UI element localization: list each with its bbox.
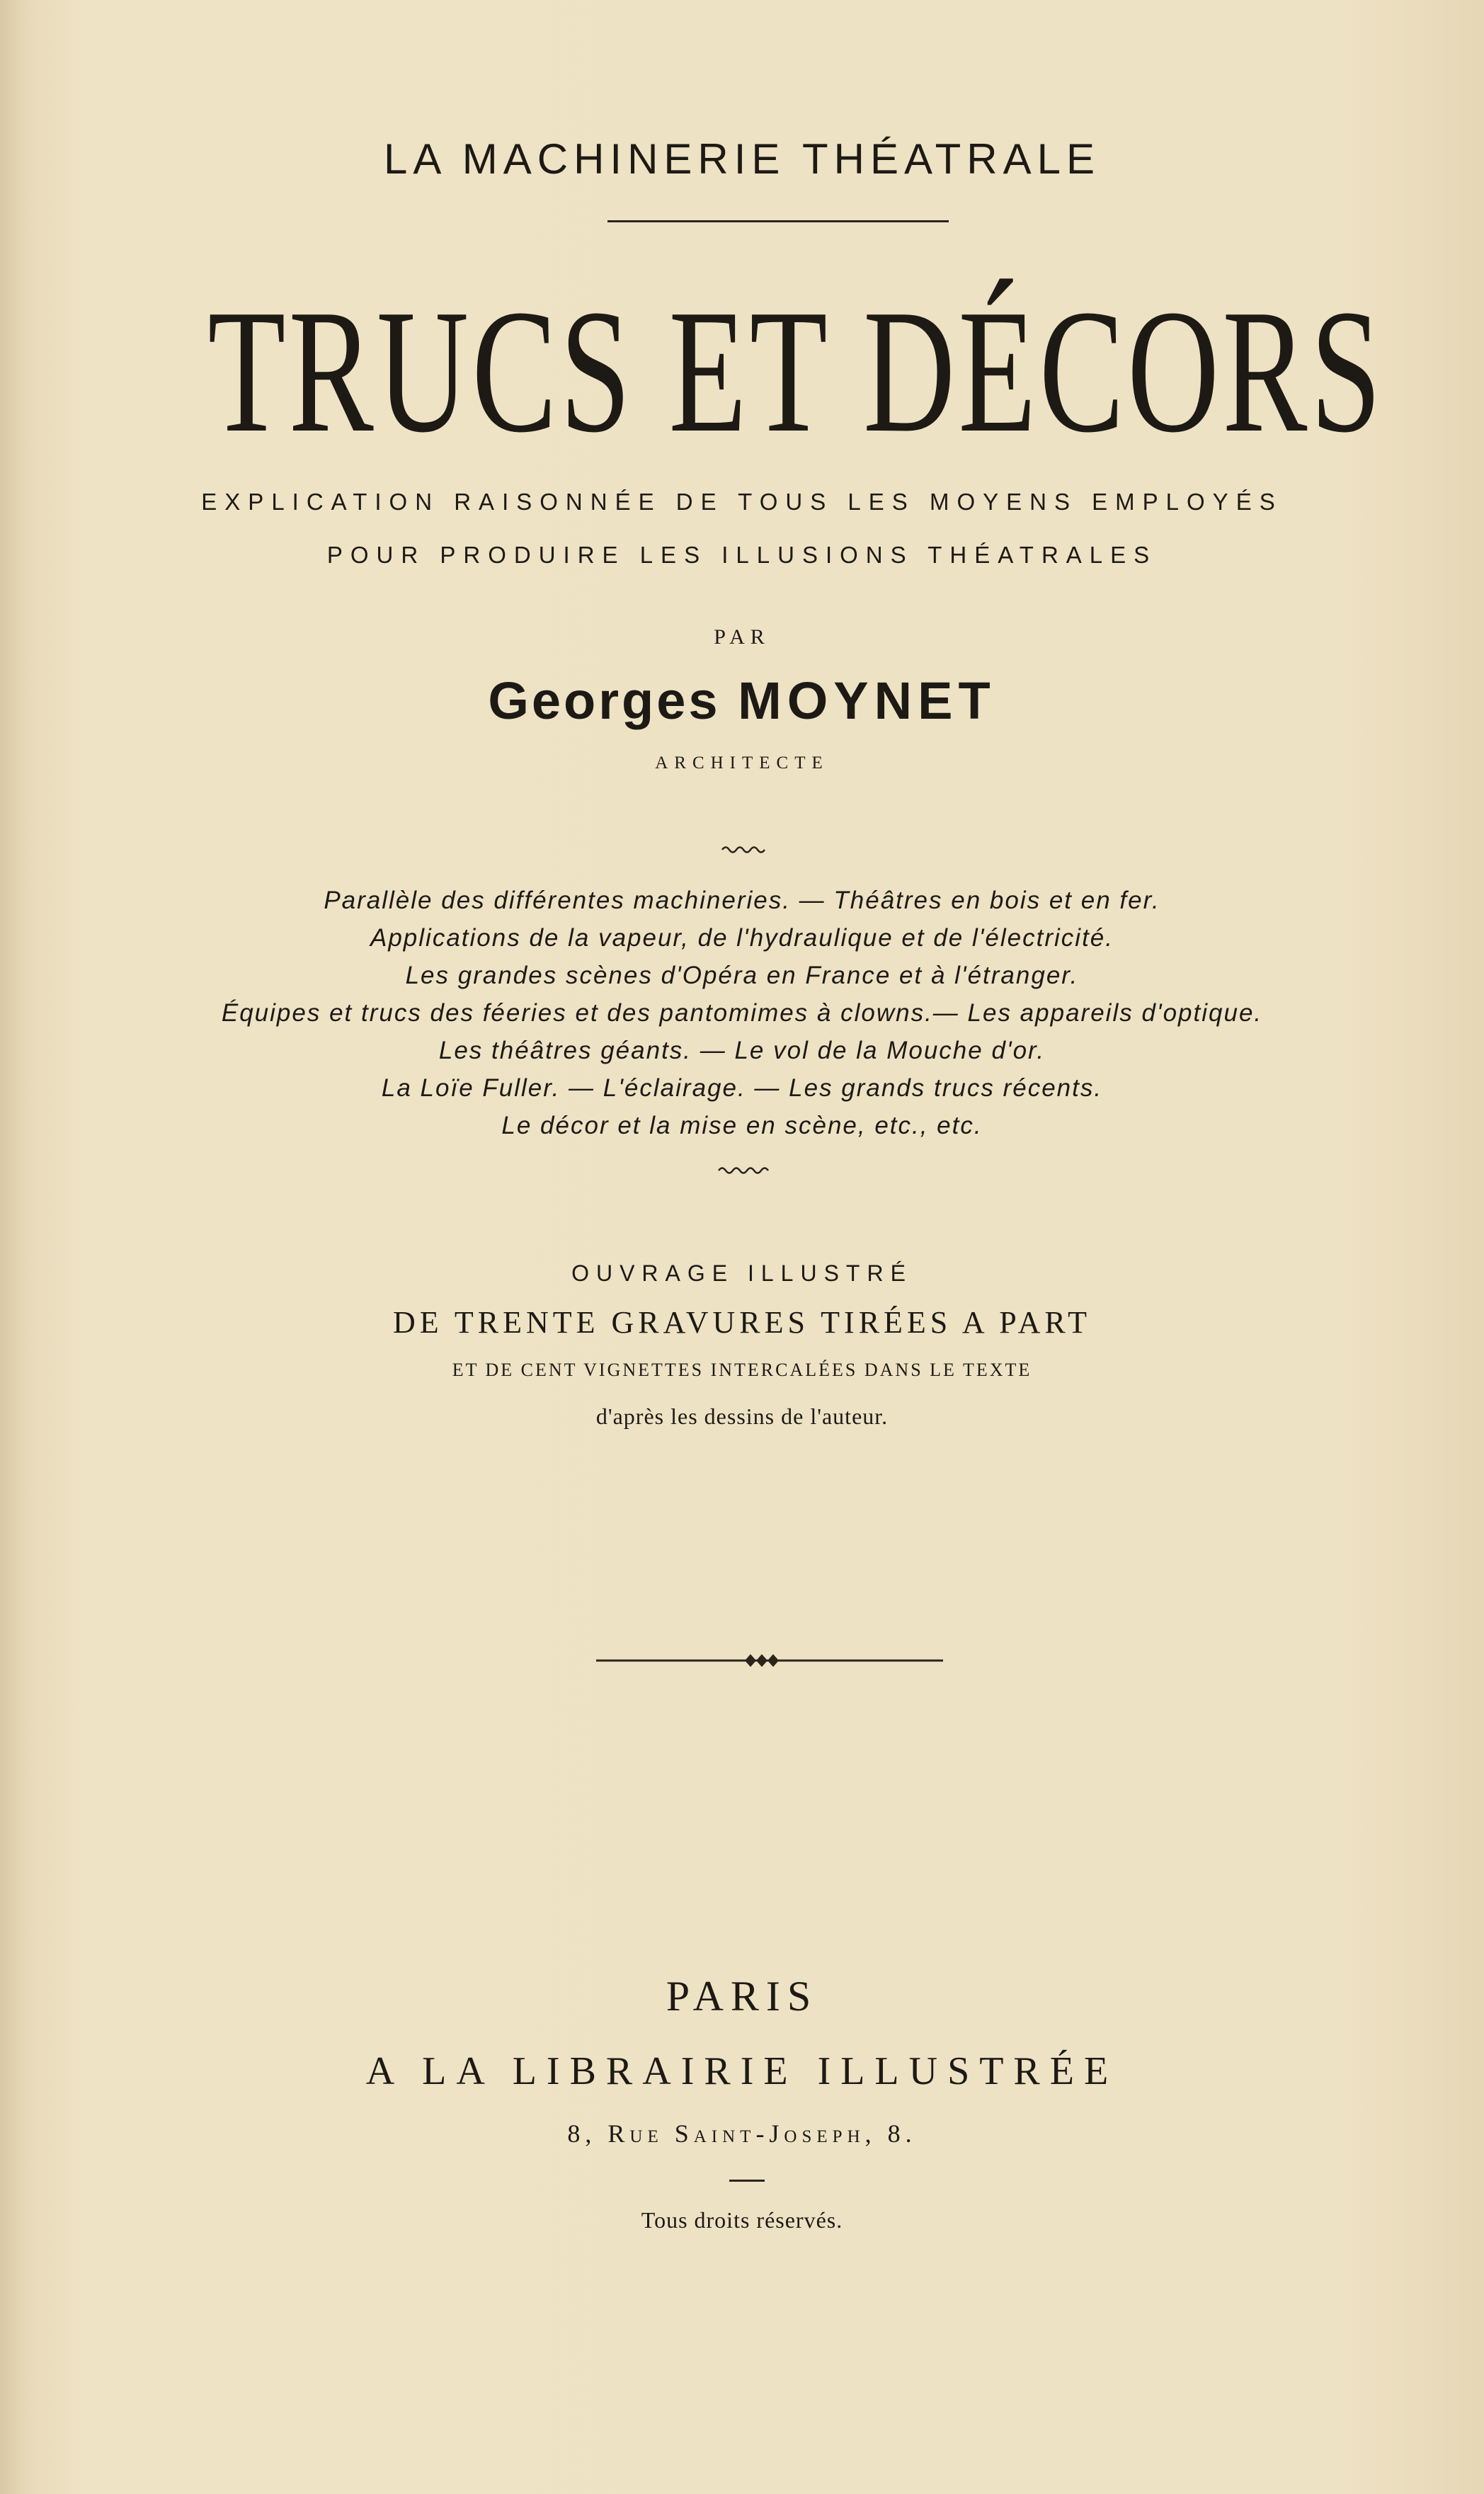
by-label: PAR bbox=[714, 625, 770, 649]
author-first-name: Georges bbox=[488, 671, 721, 730]
contents-line: Le décor et la mise en scène, etc., etc. bbox=[501, 1112, 983, 1139]
author-title: ARCHITECTE bbox=[655, 753, 829, 773]
contents-line: Applications de la vapeur, de l'hydraulique et de l'électricité. bbox=[370, 924, 1114, 952]
main-title: TRUCS ET DÉCORS bbox=[207, 273, 1385, 469]
author-last-name: MOYNET bbox=[738, 671, 996, 730]
top-rule bbox=[607, 220, 949, 222]
illustration-line-1: DE TRENTE GRAVURES TIRÉES A PART bbox=[393, 1305, 1091, 1340]
contents-line: Les grandes scènes d'Opéra en France et à l'étranger. bbox=[405, 962, 1079, 989]
series-title: LA MACHINERIE THÉATRALE bbox=[384, 135, 1100, 183]
wavy-ornament-bottom bbox=[0, 1165, 1484, 1176]
fleuron-divider bbox=[596, 1650, 950, 1671]
author-name bbox=[0, 671, 1484, 731]
bottom-rule bbox=[729, 2180, 765, 2182]
contents-list bbox=[0, 882, 1484, 1144]
imprint-address: 8, Rue Saint-Joseph, 8. bbox=[567, 2119, 917, 2148]
wavy-ornament-top bbox=[0, 844, 1484, 855]
contents-line: Équipes et trucs des féeries et des pantomimes à clowns.— Les appareils d'optique. bbox=[221, 999, 1263, 1027]
contents-line: Parallèle des différentes machineries. — Théâtres en bois et en fer. bbox=[324, 887, 1160, 914]
contents-line: Les théâtres géants. — Le vol de la Mouche d'or. bbox=[438, 1037, 1046, 1064]
illustration-line-2: ET DE CENT VIGNETTES INTERCALÉES DANS LE TEXTE bbox=[452, 1360, 1032, 1380]
imprint-publisher: A LA LIBRAIRIE ILLUSTRÉE bbox=[365, 2049, 1119, 2093]
illustration-heading: OUVRAGE ILLUSTRÉ bbox=[571, 1260, 913, 1286]
subtitle-line-2: POUR PRODUIRE LES ILLUSIONS THÉATRALES bbox=[326, 542, 1158, 568]
imprint-city: PARIS bbox=[666, 1973, 818, 2020]
rights-notice: Tous droits réservés. bbox=[641, 2207, 843, 2233]
subtitle-line-1: EXPLICATION RAISONNÉE DE TOUS LES MOYENS EMPLOYÉS bbox=[201, 489, 1283, 515]
contents-line: La Loïe Fuller. — L'éclairage. — Les grands trucs récents. bbox=[381, 1074, 1103, 1102]
illustration-line-3: d'après les dessins de l'auteur. bbox=[595, 1403, 889, 1429]
